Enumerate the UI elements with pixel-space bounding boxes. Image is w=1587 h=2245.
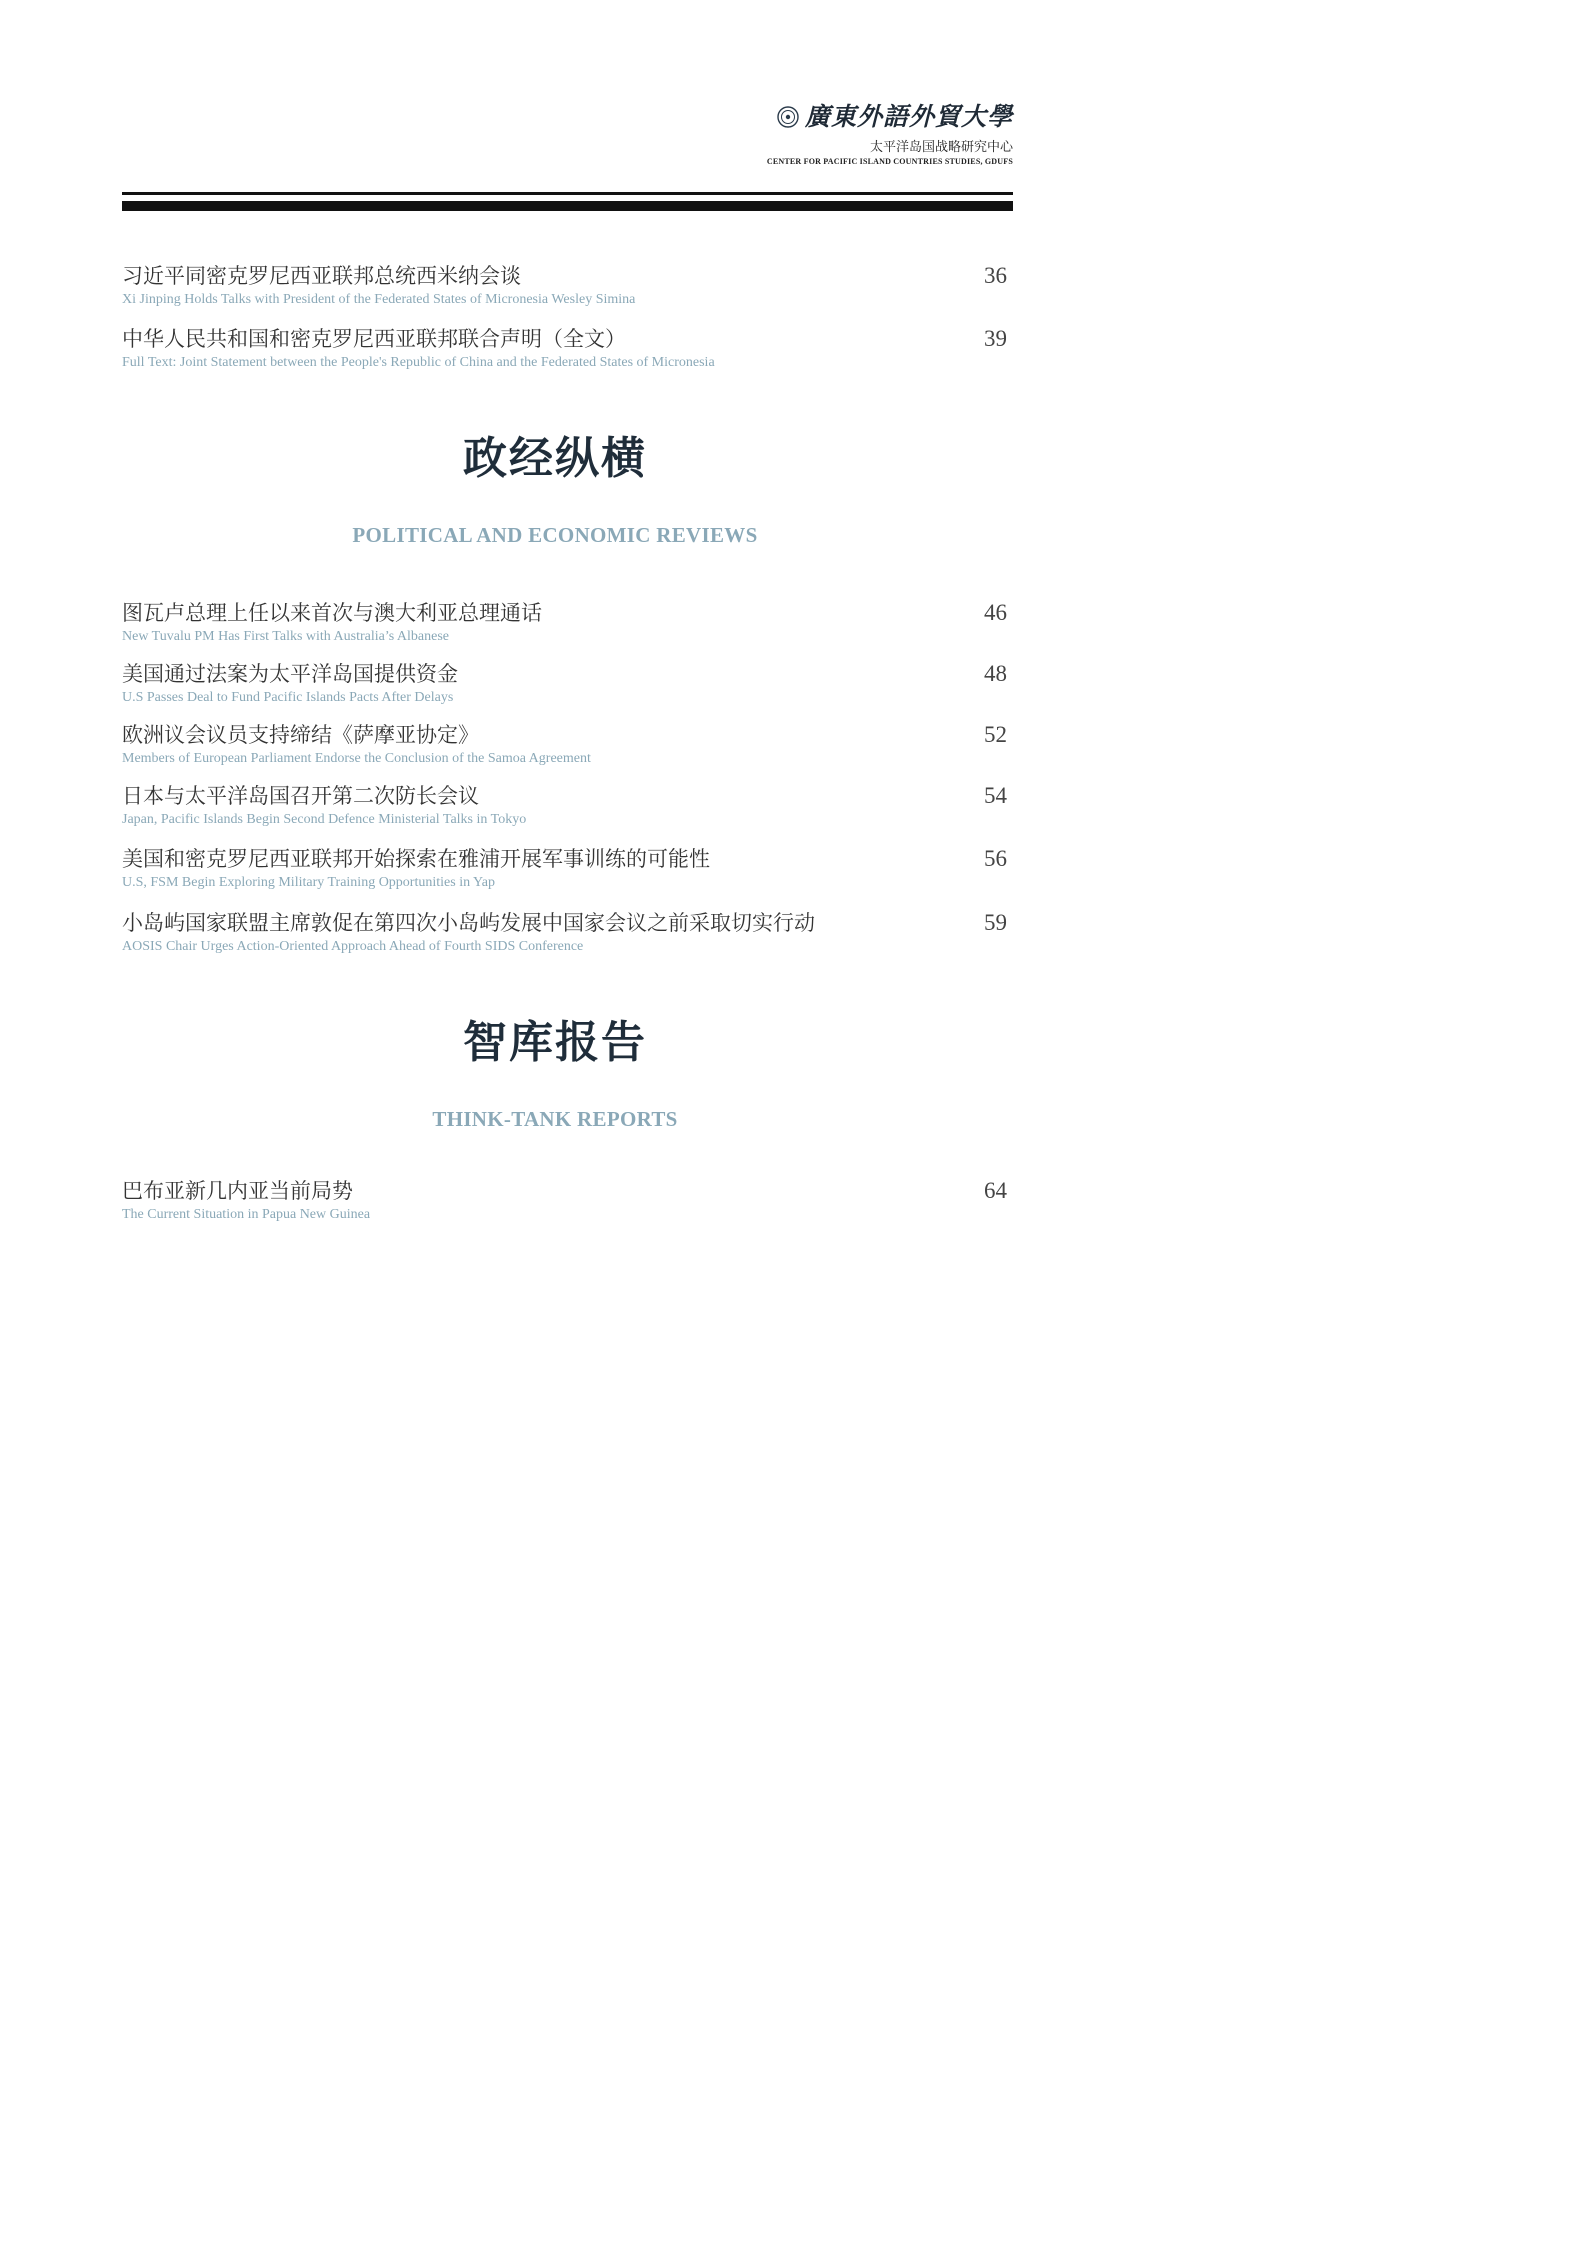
toc-entry-subtitle: New Tuvalu PM Has First Talks with Australia’s Albanese [122, 629, 449, 644]
toc-entry[interactable] [122, 721, 1013, 769]
toc-entry[interactable] [122, 782, 1013, 830]
center-name-en: CENTER FOR PACIFIC ISLAND COUNTRIES STUDIES, GDUFS [766, 157, 1013, 166]
toc-entry-subtitle: U.S, FSM Begin Exploring Military Training Opportunities in Yap [122, 875, 495, 890]
toc-entry-subtitle: Japan, Pacific Islands Begin Second Defence Ministerial Talks in Tokyo [122, 812, 527, 827]
toc-entry-page: 54 [984, 783, 1007, 808]
toc-entry[interactable] [122, 325, 1013, 373]
section-heading-cn: 智库报告 [463, 1017, 647, 1068]
toc-entry[interactable] [122, 599, 1013, 647]
toc-entry-page: 39 [984, 326, 1007, 351]
toc-entry-title: 美国和密克罗尼西亚联邦开始探索在雅浦开展军事训练的可能性 [122, 847, 710, 871]
center-name-cn: 太平洋岛国战略研究中心 [869, 140, 1013, 155]
university-name-logo: 廣東外語外貿大學 [804, 102, 1013, 131]
toc-entry-title: 中华人民共和国和密克罗尼西亚联邦联合声明（全文） [122, 327, 626, 351]
header-divider-thick [122, 201, 1013, 211]
toc-entry[interactable] [122, 262, 1013, 310]
section-heading-cn: 政经纵横 [463, 433, 647, 484]
toc-entry-title: 欧洲议会议员支持缔结《萨摩亚协定》 [122, 723, 479, 747]
toc-entry-title: 图瓦卢总理上任以来首次与澳大利亚总理通话 [122, 601, 542, 625]
toc-entry-subtitle: AOSIS Chair Urges Action-Oriented Approach Ahead of Fourth SIDS Conference [122, 939, 584, 954]
header-divider-thin [122, 192, 1013, 195]
toc-entry-title: 巴布亚新几内亚当前局势 [122, 1179, 353, 1203]
toc-entry-page: 52 [984, 722, 1007, 747]
toc-entry-title: 小岛屿国家联盟主席敦促在第四次小岛屿发展中国家会议之前采取切实行动 [122, 911, 815, 935]
toc-entry[interactable] [122, 1177, 1013, 1225]
toc-entry-subtitle: Members of European Parliament Endorse the Conclusion of the Samoa Agreement [122, 751, 591, 766]
toc-entry-subtitle: The Current Situation in Papua New Guinea [122, 1207, 371, 1222]
toc-entry-page: 64 [984, 1178, 1007, 1203]
toc-entry-title: 习近平同密克罗尼西亚联邦总统西米纳会谈 [122, 264, 521, 288]
toc-entry-title: 日本与太平洋岛国召开第二次防长会议 [122, 784, 479, 808]
toc-entry-page: 56 [984, 846, 1007, 871]
toc-entry-title: 美国通过法案为太平洋岛国提供资金 [122, 662, 458, 686]
toc-entry-subtitle: Xi Jinping Holds Talks with President of the Federated States of Micronesia Wesley Simina [122, 292, 636, 307]
section-heading-en: POLITICAL AND ECONOMIC REVIEWS [352, 523, 758, 547]
toc-entry[interactable] [122, 660, 1013, 708]
toc-entry-subtitle: U.S Passes Deal to Fund Pacific Islands Pacts After Delays [122, 690, 454, 705]
toc-entry[interactable] [122, 845, 1013, 893]
toc-entry-page: 36 [984, 263, 1007, 288]
toc-entry-page: 59 [984, 910, 1007, 935]
section-heading-en: THINK-TANK REPORTS [432, 1107, 678, 1131]
toc-entry-subtitle: Full Text: Joint Statement between the People's Republic of China and the Federated States of Micronesia [122, 355, 715, 370]
university-seal-icon [777, 106, 799, 128]
toc-entry-page: 48 [984, 661, 1007, 686]
toc-entry-page: 46 [984, 600, 1007, 625]
toc-entry[interactable] [122, 909, 1013, 957]
header [767, 100, 1013, 166]
university-logo-line [767, 100, 1013, 134]
